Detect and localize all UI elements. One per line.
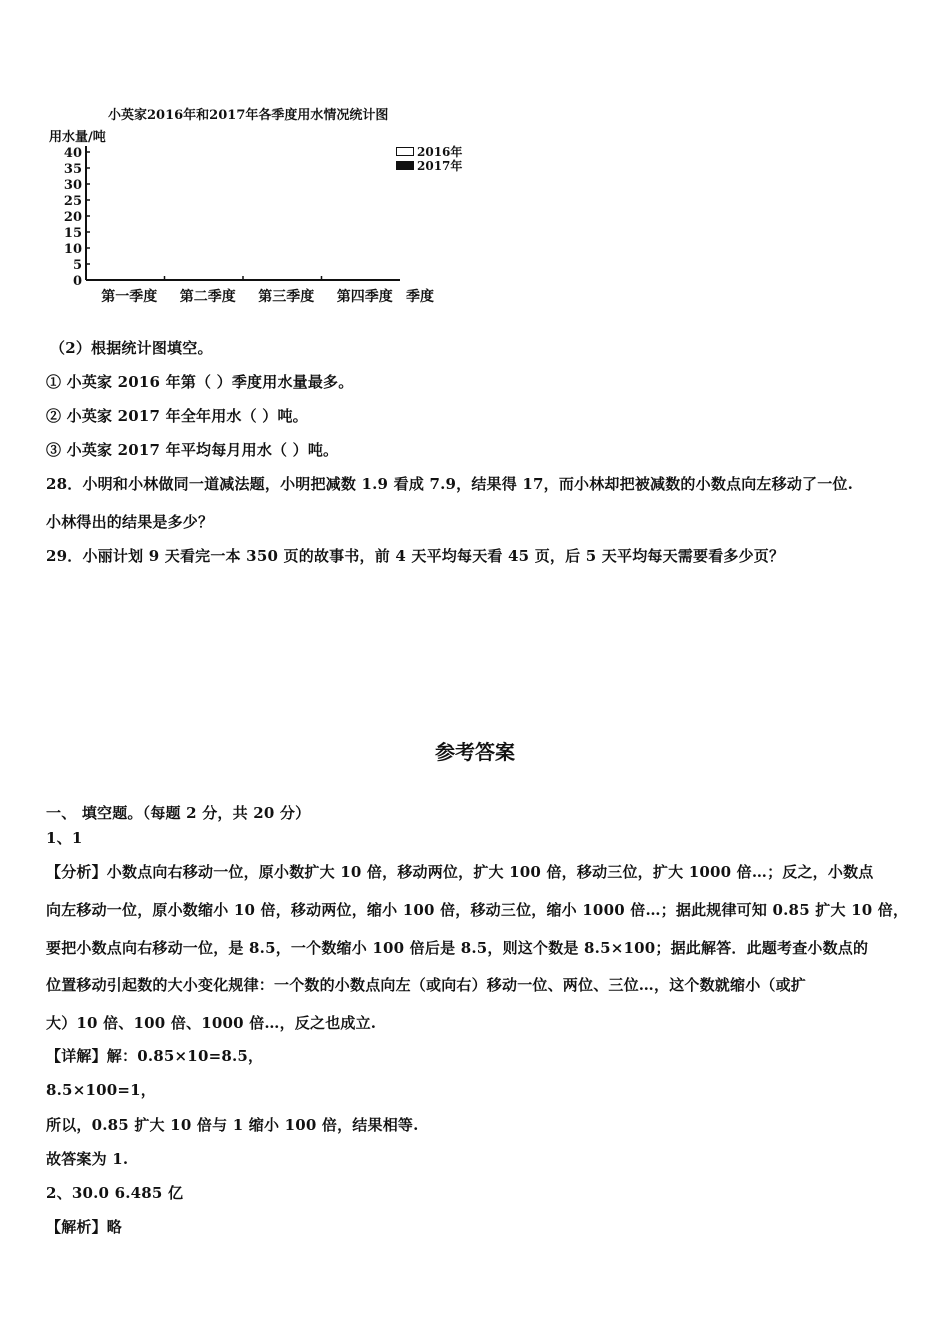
x-axis-label: 季度 <box>406 289 434 305</box>
chart-title: 小英家2016年和2017年各季度用水情况统计图 <box>108 108 389 123</box>
answer-1-analysis-line3: 要把小数点向右移动一位，是 8.5，一个数缩小 100 倍后是 8.5，则这个数是 8.5×100；据此解答．此题考查小数点的 <box>46 939 869 957</box>
chart-y-axis-label: 用水量/吨 <box>49 130 106 145</box>
q2-item-a: ① 小英家 2016 年第（ ）季度用水量最多。 <box>46 373 354 391</box>
water-usage-chart <box>40 96 480 316</box>
answer-2-analysis: 【解析】略 <box>46 1218 123 1236</box>
q2-intro: （2）根据统计图填空。 <box>50 339 213 357</box>
chart-plot <box>40 96 480 316</box>
legend-label-2017: 2017年 <box>417 158 463 173</box>
q2-item-b: ② 小英家 2017 年全年用水（ ）吨。 <box>46 407 308 425</box>
answer-1-detail-line3: 所以，0.85 扩大 10 倍与 1 缩小 100 倍，结果相等. <box>46 1116 419 1134</box>
answer-1-analysis-line1: 【分析】小数点向右移动一位，原小数扩大 10 倍，移动两位，扩大 100 倍，移动三位，扩大 1000 倍…；反之，小数点 <box>46 863 874 881</box>
answer-2: 2、30.0 6.485 亿 <box>46 1184 184 1202</box>
q29-text: 29．小丽计划 9 天看完一本 350 页的故事书，前 4 天平均每天看 45 页，后 5 天平均每天需要看多少页？ <box>46 547 785 565</box>
y-tick-label-0: 0 <box>72 274 82 289</box>
x-tick-label-4: 第四季度 <box>336 289 393 305</box>
y-tick-label-40: 40 <box>63 146 82 161</box>
y-tick-label-30: 30 <box>63 178 82 193</box>
x-tick-label-2: 第二季度 <box>179 289 236 305</box>
y-tick-label-20: 20 <box>63 210 82 225</box>
answer-1-detail-line2: 8.5×100=1， <box>46 1081 156 1099</box>
answer-1-analysis-line5: 大）10 倍、100 倍、1000 倍…，反之也成立. <box>46 1014 377 1032</box>
legend-label-2016: 2016年 <box>417 144 463 159</box>
section-title: 一、 填空题。（每题 2 分，共 20 分） <box>46 804 311 822</box>
x-tick-label-3: 第三季度 <box>258 289 315 305</box>
q28-text: 28．小明和小林做同一道减法题，小明把减数 1.9 看成 7.9，结果得 17，而小林却把被减数的小数点向左移动了一位. <box>46 475 854 493</box>
x-tick-label-1: 第一季度 <box>101 289 158 305</box>
q2-item-c: ③ 小英家 2017 年平均每月用水（ ）吨。 <box>46 441 339 459</box>
y-tick-label-5: 5 <box>72 258 82 273</box>
y-tick-label-10: 10 <box>63 242 82 257</box>
y-tick-label-35: 35 <box>63 162 82 177</box>
y-tick-label-15: 15 <box>63 226 82 241</box>
answer-1: 1、1 <box>46 829 83 847</box>
answers-heading: 参考答案 <box>435 740 515 764</box>
q28-question: 小林得出的结果是多少？ <box>46 513 214 531</box>
y-tick-label-25: 25 <box>63 194 82 209</box>
answer-1-analysis-line2: 向左移动一位，原小数缩小 10 倍，移动两位，缩小 100 倍，移动三位，缩小 1000 倍…；据此规律可知 0.85 扩大 10 倍， <box>46 901 909 919</box>
answer-1-detail-line4: 故答案为 1. <box>46 1150 129 1168</box>
answer-1-analysis-line4: 位置移动引起数的大小变化规律：一个数的小数点向左（或向右）移动一位、两位、三位…，这个数就缩小（或扩 <box>46 976 807 994</box>
answer-1-detail-line1: 【详解】解：0.85×10=8.5， <box>46 1047 264 1065</box>
